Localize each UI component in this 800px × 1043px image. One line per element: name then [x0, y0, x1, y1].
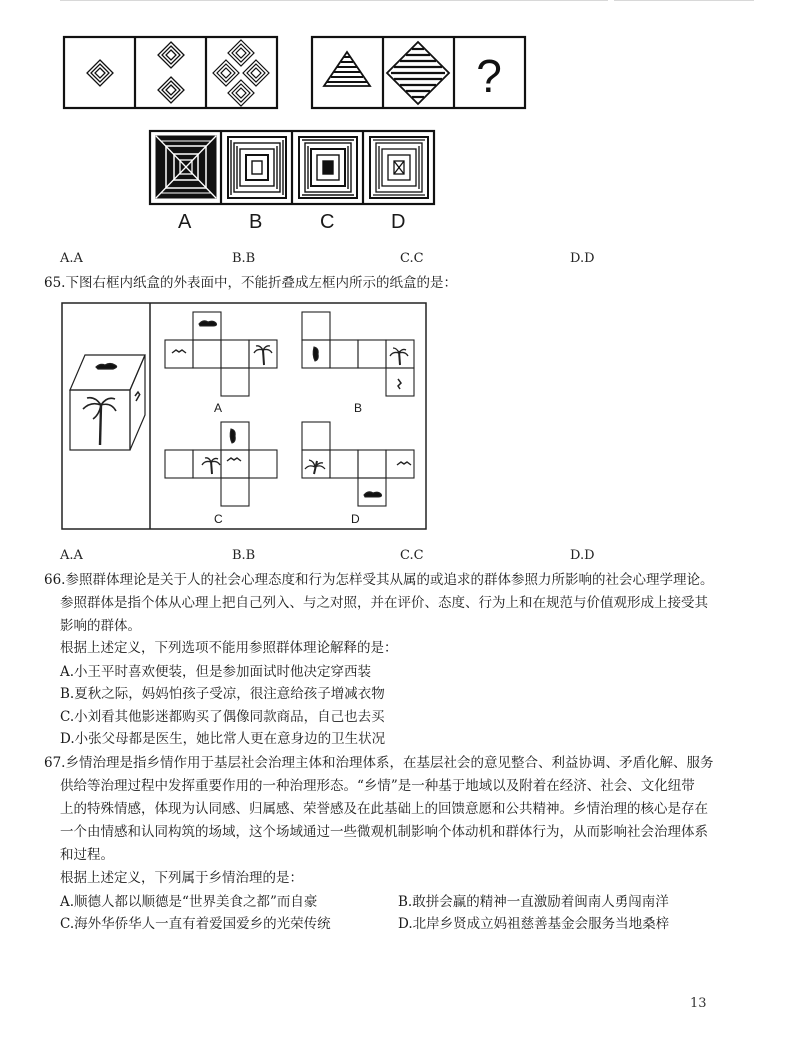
q65-answer-d[interactable]: D.D [570, 548, 595, 563]
q65-answer-a[interactable]: A.A [60, 548, 83, 563]
q67-line-4: 一个由情感和认同构筑的场域，这个场域通过一些微观机制影响个体动机和群体行为，从而影响社会治理体系 [60, 824, 708, 840]
q67-option-c[interactable]: C.海外华侨华人一直有着爱国爱乡的光荣传统 [60, 916, 331, 932]
q64-sequence-left [64, 37, 277, 108]
option-a-label: A [178, 211, 192, 233]
net-d-label: D [351, 512, 360, 526]
option-b-figure-icon [228, 137, 286, 198]
q65-answer-b[interactable]: B.B [232, 548, 256, 563]
q64-answer-c[interactable]: C.C [400, 251, 424, 266]
q64-answer-d[interactable]: D.D [570, 251, 595, 266]
page-number: 13 [690, 996, 707, 1011]
q67-line-1: 67.乡情治理是指乡情作用于基层社会治理主体和治理体系，在基层社会的意见整合、利益协调、矛盾化解、服务 [44, 755, 714, 771]
cube-icon [70, 355, 145, 450]
q65-title: 65.下图右框内纸盒的外表面中，不能折叠成左框内所示的纸盒的是： [44, 275, 457, 291]
q67-option-a[interactable]: A.顺德人都以顺德是“世界美食之都”而自豪 [60, 894, 318, 910]
question-mark: ? [476, 50, 502, 102]
q66-line-1: 66.参照群体理论是关于人的社会心理态度和行为怎样受其从属的或追求的群体参照力所影响的社会心理学理论。 [44, 572, 714, 588]
nested-diamond-icon [213, 40, 269, 106]
q67-option-b[interactable]: B.敢拼会赢的精神一直激励着闽南人勇闯南洋 [398, 894, 669, 910]
q67-line-2: 供给等治理过程中发挥重要作用的一种治理形态。“乡情”是一种基于地域以及附着在经济、社会、文化纽带 [60, 778, 695, 794]
q64-figure [0, 0, 800, 240]
q64-option-figures [150, 131, 434, 204]
striped-triangle-icon [324, 52, 370, 86]
striped-diamond-icon [387, 42, 449, 104]
q65-answer-c[interactable]: C.C [400, 548, 424, 563]
q66-option-b[interactable]: B.夏秋之际，妈妈怕孩子受凉，很注意给孩子增减衣物 [60, 686, 385, 702]
q66-line-2: 参照群体是指个体从心理上把自己列入、与之对照，并在评价、态度、行为上和在规范与价值观形成上接受其 [60, 595, 708, 611]
q66-question: 根据上述定义，下列选项不能用参照群体理论解释的是： [60, 640, 398, 656]
q66-line-3: 影响的群体。 [60, 618, 141, 634]
net-c-icon [165, 422, 277, 506]
nested-diamond-icon [87, 60, 113, 86]
option-c-label: C [320, 211, 335, 233]
q66-option-a[interactable]: A.小王平时喜欢便装，但是参加面试时他决定穿西装 [60, 664, 372, 680]
net-c-label: C [214, 512, 223, 526]
net-a-icon [165, 312, 277, 396]
option-d-label: D [391, 211, 406, 233]
q67-line-3: 上的特殊情感，体现为认同感、归属感、荣誉感及在此基础上的回馈意愿和公共精神。乡情治理的核心是存在 [60, 801, 708, 817]
q66-option-c[interactable]: C.小刘看其他影迷都购买了偶像同款商品，自己也去买 [60, 709, 385, 725]
q64-answer-a[interactable]: A.A [60, 251, 83, 266]
net-a-label: A [214, 401, 223, 415]
nested-diamond-icon [158, 42, 184, 103]
q64-answer-b[interactable]: B.B [232, 251, 256, 266]
option-b-label: B [249, 211, 263, 233]
q67-line-5: 和过程。 [60, 847, 114, 863]
option-a-figure-icon [156, 136, 216, 198]
q67-option-d[interactable]: D.北岸乡贤成立妈祖慈善基金会服务当地桑梓 [398, 916, 670, 932]
q67-question: 根据上述定义，下列属于乡情治理的是： [60, 870, 303, 886]
net-d-icon [302, 422, 414, 506]
option-d-figure-icon [370, 137, 428, 198]
net-b-icon [302, 312, 414, 396]
net-b-label: B [354, 401, 363, 415]
q66-option-d[interactable]: D.小张父母都是医生，她比常人更在意身边的卫生状况 [60, 731, 386, 747]
option-c-figure-icon [299, 137, 357, 198]
q65-figure [0, 295, 800, 535]
